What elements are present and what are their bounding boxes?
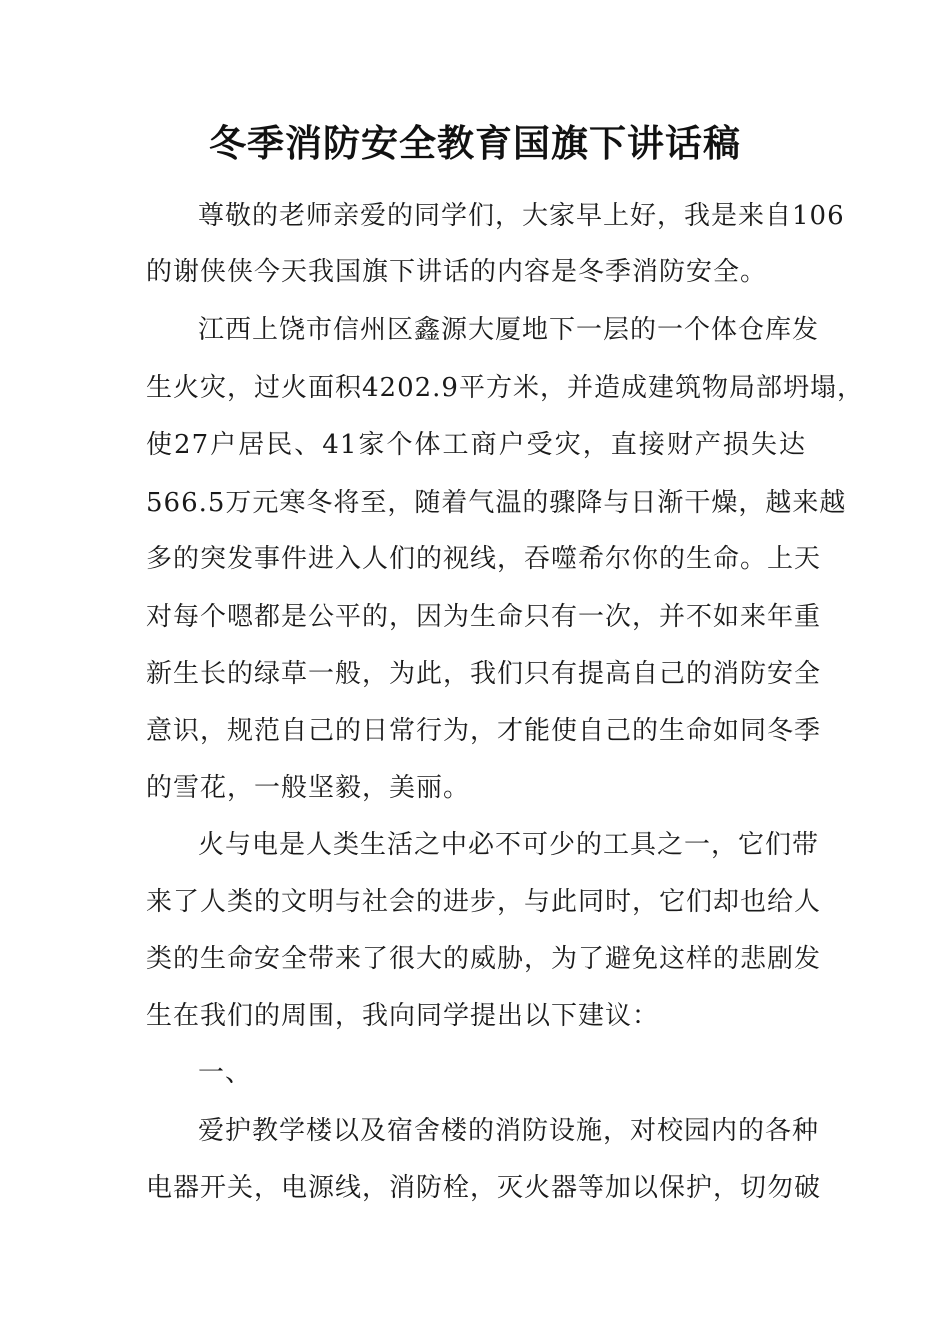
paragraph-1-line-2: 的谢侠侠今天我国旗下讲话的内容是冬季消防安全。 [146, 257, 768, 287]
paragraph-2-line-8: 意识，规范自己的日常行为，才能使自己的生命如同冬季 [146, 716, 822, 746]
paragraph-1-line-1: 尊敬的老师亲爱的同学们，大家早上好，我是来自106 [198, 201, 845, 231]
paragraph-3-line-4: 生在我们的周围，我向同学提出以下建议： [146, 1001, 660, 1031]
paragraph-2-line-7: 新生长的绿草一般，为此，我们只有提高自己的消防安全 [146, 659, 822, 689]
paragraph-2-line-6: 对每个嗯都是公平的，因为生命只有一次，并不如来年重 [146, 602, 822, 632]
paragraph-4-line-1: 爱护教学楼以及宿舍楼的消防设施，对校园内的各种 [198, 1116, 820, 1146]
document-title: 冬季消防安全教育国旗下讲话稿 [209, 122, 741, 165]
paragraph-2-line-9: 的雪花，一般坚毅，美丽。 [146, 773, 471, 803]
paragraph-3-line-1: 火与电是人类生活之中必不可少的工具之一，它们带 [198, 830, 820, 860]
paragraph-2-line-5: 多的突发事件进入人们的视线，吞噬希尔你的生命。上天 [146, 544, 822, 574]
paragraph-3-line-2: 来了人类的文明与社会的进步，与此同时，它们却也给人 [146, 887, 822, 917]
paragraph-4-line-2: 电器开关，电源线，消防栓，灭火器等加以保护，切勿破 [146, 1173, 822, 1203]
paragraph-2-line-2: 生火灾，过火面积4202.9平方米，并造成建筑物局部坍塌， [146, 373, 864, 403]
list-heading-1: 一、 [198, 1058, 253, 1088]
paragraph-2-line-1: 江西上饶市信州区鑫源大厦地下一层的一个体仓库发 [198, 315, 820, 345]
paragraph-2-line-4: 566.5万元寒冬将至，随着气温的骤降与日渐干燥，越来越 [146, 488, 847, 518]
paragraph-2-line-3: 使27户居民、41家个体工商户受灾，直接财产损失达 [146, 430, 806, 460]
paragraph-3-line-3: 类的生命安全带来了很大的威胁，为了避免这样的悲剧发 [146, 944, 822, 974]
